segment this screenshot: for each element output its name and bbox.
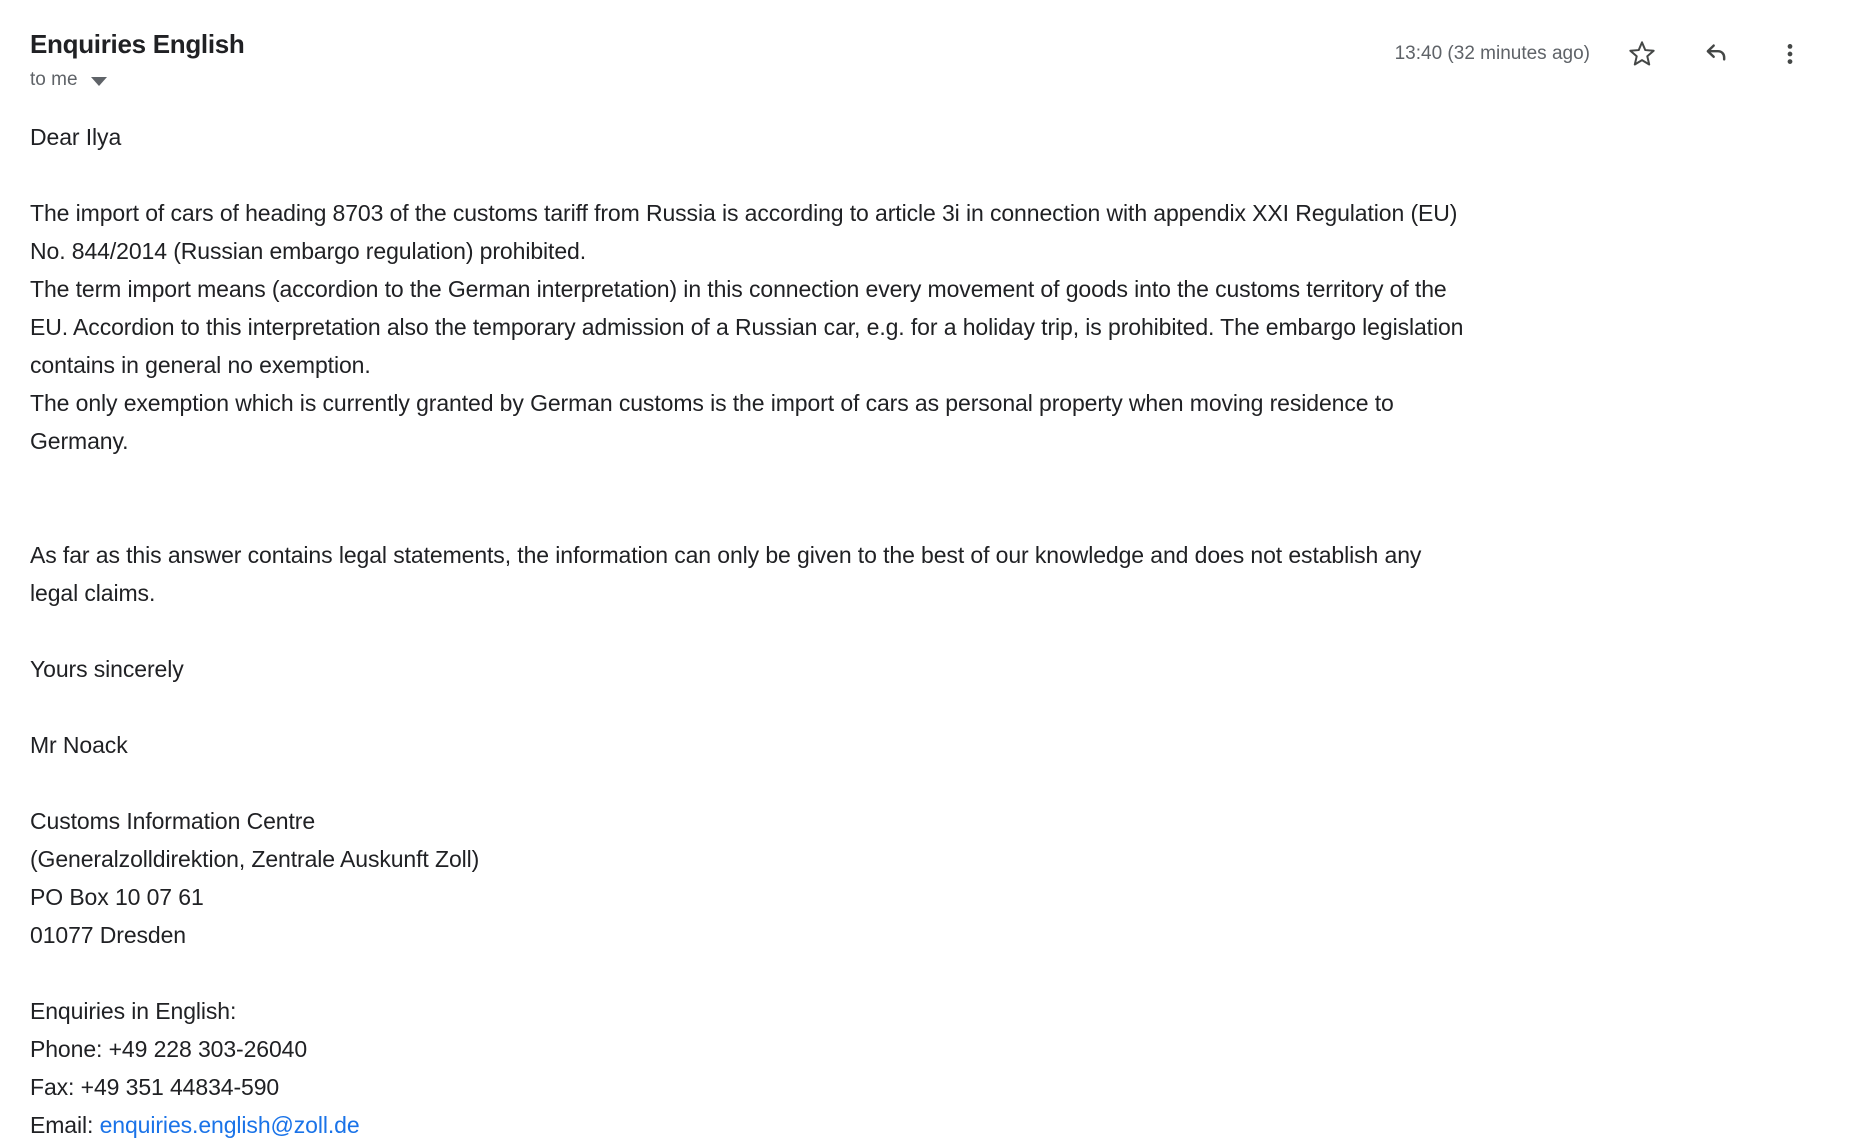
body-line: 01077 Dresden (30, 922, 186, 948)
recipient-label: to me (30, 69, 78, 90)
body-line: Dear Ilya (30, 124, 122, 150)
recipient-details-dropdown[interactable] (30, 68, 245, 92)
body-line: contains in general no exemption. (30, 352, 371, 378)
body-line: The import of cars of heading 8703 of the customs tariff from Russia is according to article 3i in connection with appendix XXI Regulation (EU) (30, 200, 1458, 226)
body-line: Germany. (30, 428, 129, 454)
body-line: PO Box 10 07 61 (30, 884, 204, 910)
body-line: EU. Accordion to this interpretation also the temporary admission of a Russian car, e.g. for a holiday trip, is prohibited. The embargo legislation (30, 314, 1464, 340)
body-line: (Generalzolldirektion, Zentrale Auskunft Zoll) (30, 846, 480, 872)
star-button[interactable] (1620, 32, 1664, 76)
body-line: The term import means (accordion to the German interpretation) in this connection every movement of goods into the customs territory of the (30, 276, 1447, 302)
body-line (30, 460, 1846, 498)
body-line: Yours sincerely (30, 656, 184, 682)
email-body (30, 118, 1846, 1142)
three-dot-menu-icon (1777, 41, 1803, 67)
sender-block (30, 28, 245, 92)
email-label: Email: (30, 1112, 100, 1138)
body-line (30, 688, 1846, 726)
body-line (30, 954, 1846, 992)
body-line: Customs Information Centre (30, 808, 316, 834)
body-line (30, 612, 1846, 650)
body-line: Phone: +49 228 303-26040 (30, 1036, 308, 1062)
body-line: Enquiries in English: (30, 998, 237, 1024)
body-line: legal claims. (30, 580, 156, 606)
body-line (30, 498, 1846, 536)
body-line (30, 156, 1846, 194)
message-actions (1395, 32, 1812, 76)
body-line: No. 844/2014 (Russian embargo regulation) prohibited. (30, 238, 586, 264)
body-line: Mr Noack (30, 732, 128, 758)
reply-button[interactable] (1694, 32, 1738, 76)
body-line: As far as this answer contains legal statements, the information can only be given to the best of our knowledge and does not establish any (30, 542, 1422, 568)
sender-name[interactable]: Enquiries English (30, 29, 245, 59)
email-header (0, 0, 1866, 92)
star-icon (1628, 40, 1656, 68)
more-options-button[interactable] (1768, 32, 1812, 76)
body-line: The only exemption which is currently granted by German customs is the import of cars as personal property when moving residence to (30, 390, 1394, 416)
reply-arrow-icon (1702, 40, 1730, 68)
chevron-down-icon (91, 77, 107, 86)
body-line (30, 764, 1846, 802)
body-line: Fax: +49 351 44834-590 (30, 1074, 280, 1100)
timestamp: 13:40 (32 minutes ago) (1394, 43, 1590, 64)
email-address-link[interactable]: enquiries.english@zoll.de (99, 1112, 360, 1138)
body-line-email (30, 1106, 1846, 1142)
